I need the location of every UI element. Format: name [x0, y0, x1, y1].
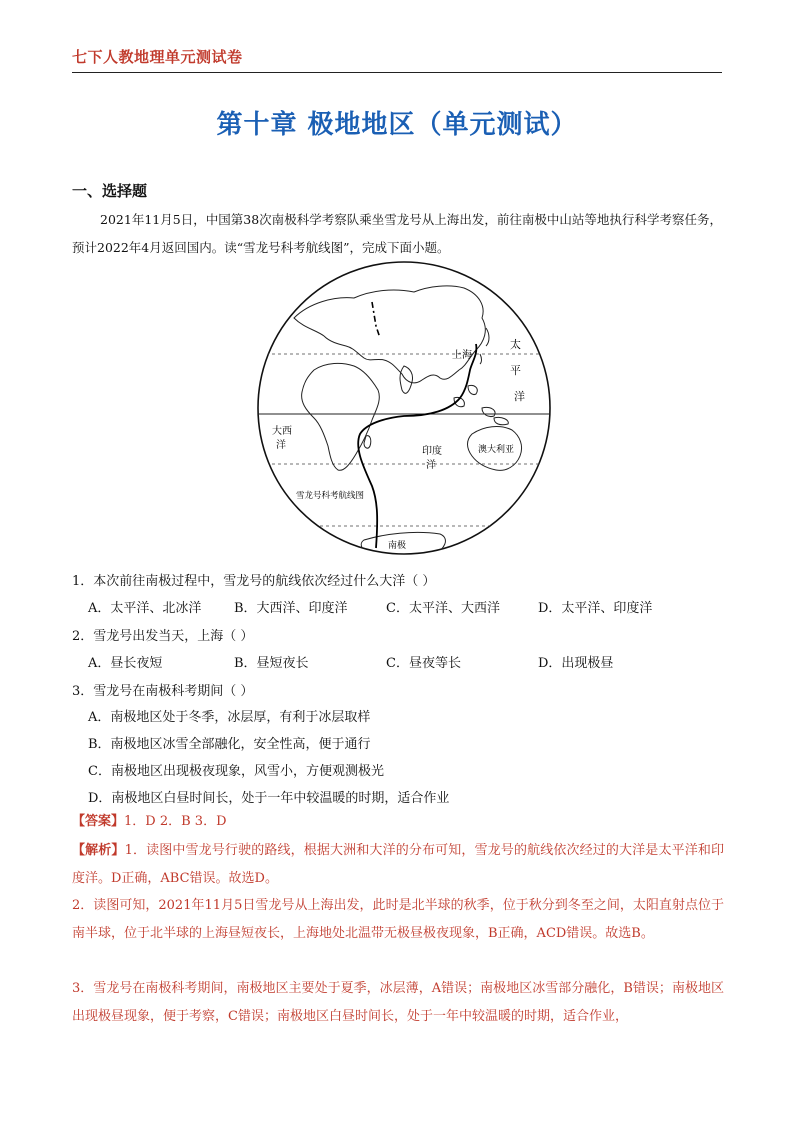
label-yang-atlantic: 洋 [276, 440, 286, 451]
q1-option-b: B．大西洋、印度洋 [234, 601, 348, 616]
label-antarctica: 南极 [388, 541, 407, 551]
question-1-options [88, 597, 652, 616]
analysis-paragraph-1 [72, 837, 724, 893]
question-3-stem: 3．雪龙号在南极科考期间（ ） [72, 684, 254, 699]
label-shanghai: 上海 [452, 350, 472, 361]
label-australia: 澳大利亚 [478, 445, 515, 455]
q2-option-c: C．昼夜等长 [386, 656, 461, 671]
answer-label: 【答案】 [72, 814, 125, 829]
q2-option-a: A．昼长夜短 [88, 656, 163, 671]
question-2-options [88, 652, 613, 671]
analysis-paragraph-3: 3．雪龙号在南极科考期间，南极地区主要处于夏季，冰层薄，A错误；南极地区冰雪部分融化，B错误；南极地区出现极昼现象，便于考察，C错误；南极地区白昼时间长，处于一年中较温暖的时期，适合作业， [72, 981, 724, 1024]
analysis-p1-text: 1．读图中雪龙号行驶的路线，根据大洲和大洋的分布可知，雪龙号的航线依次经过的大洋是太平洋和印度洋。D正确，ABC错误。故选D。 [72, 843, 724, 886]
document-title: 第十章 极地地区（单元测试） [216, 110, 578, 140]
q3-option-c: C．南极地区出现极夜现象，风雪小，方便观测极光 [88, 764, 384, 779]
label-route-caption: 雪龙号科考航线图 [296, 491, 365, 501]
route-map [254, 258, 554, 558]
answer-text: 1．D 2．B 3．D [124, 814, 227, 829]
question-1-stem: 1．本次前往南极过程中，雪龙号的航线依次经过什么大洋（ ） [72, 574, 436, 589]
label-ping: 平 [510, 364, 521, 377]
q1-option-d: D．太平洋、印度洋 [538, 601, 653, 616]
label-daxi: 大西 [272, 426, 292, 437]
label-yindu: 印度 [422, 446, 442, 457]
q1-option-c: C．太平洋、大西洋 [386, 601, 500, 616]
q3-option-a: A．南极地区处于冬季，冰层厚，有利于冰层取样 [88, 710, 371, 725]
label-tai: 太 [510, 338, 521, 351]
question-2-stem: 2．雪龙号出发当天，上海（ ） [72, 629, 254, 644]
globe-outline [258, 262, 550, 554]
section-heading: 一、选择题 [72, 182, 148, 200]
intro-paragraph: 2021年11月5日，中国第38次南极科学考察队乘坐雪龙号从上海出发，前往南极中山站等地执行科学考察任务，预计2022年4月返回国内。读“雪龙号科考航线图”，完成下面小题。 [72, 212, 722, 255]
q3-option-b: B．南极地区冰雪全部融化，安全性高，便于通行 [88, 737, 371, 752]
q2-option-b: B．昼短夜长 [234, 656, 309, 671]
analysis-label: 【解析】 [72, 843, 125, 858]
q2-option-d: D．出现极昼 [538, 656, 614, 671]
q3-option-d: D．南极地区白昼时间长，处于一年中较温暖的时期，适合作业 [88, 791, 450, 806]
label-yang-indian: 洋 [426, 460, 436, 471]
q1-option-a: A．太平洋、北冰洋 [88, 601, 202, 616]
label-yang-pacific: 洋 [514, 390, 525, 403]
analysis-paragraph-2: 2．读图可知，2021年11月5日雪龙号从上海出发，此时是北半球的秋季，位于秋分到冬至之间，太阳直射点位于南半球，位于北半球的上海昼短夜长，上海地处北温带无极昼极夜现象，B正确，ACD错误。故选B。 [72, 898, 724, 941]
page-header [72, 46, 722, 73]
answer-line [72, 808, 724, 836]
header-title: 七下人教地理单元测试卷 [72, 48, 243, 66]
